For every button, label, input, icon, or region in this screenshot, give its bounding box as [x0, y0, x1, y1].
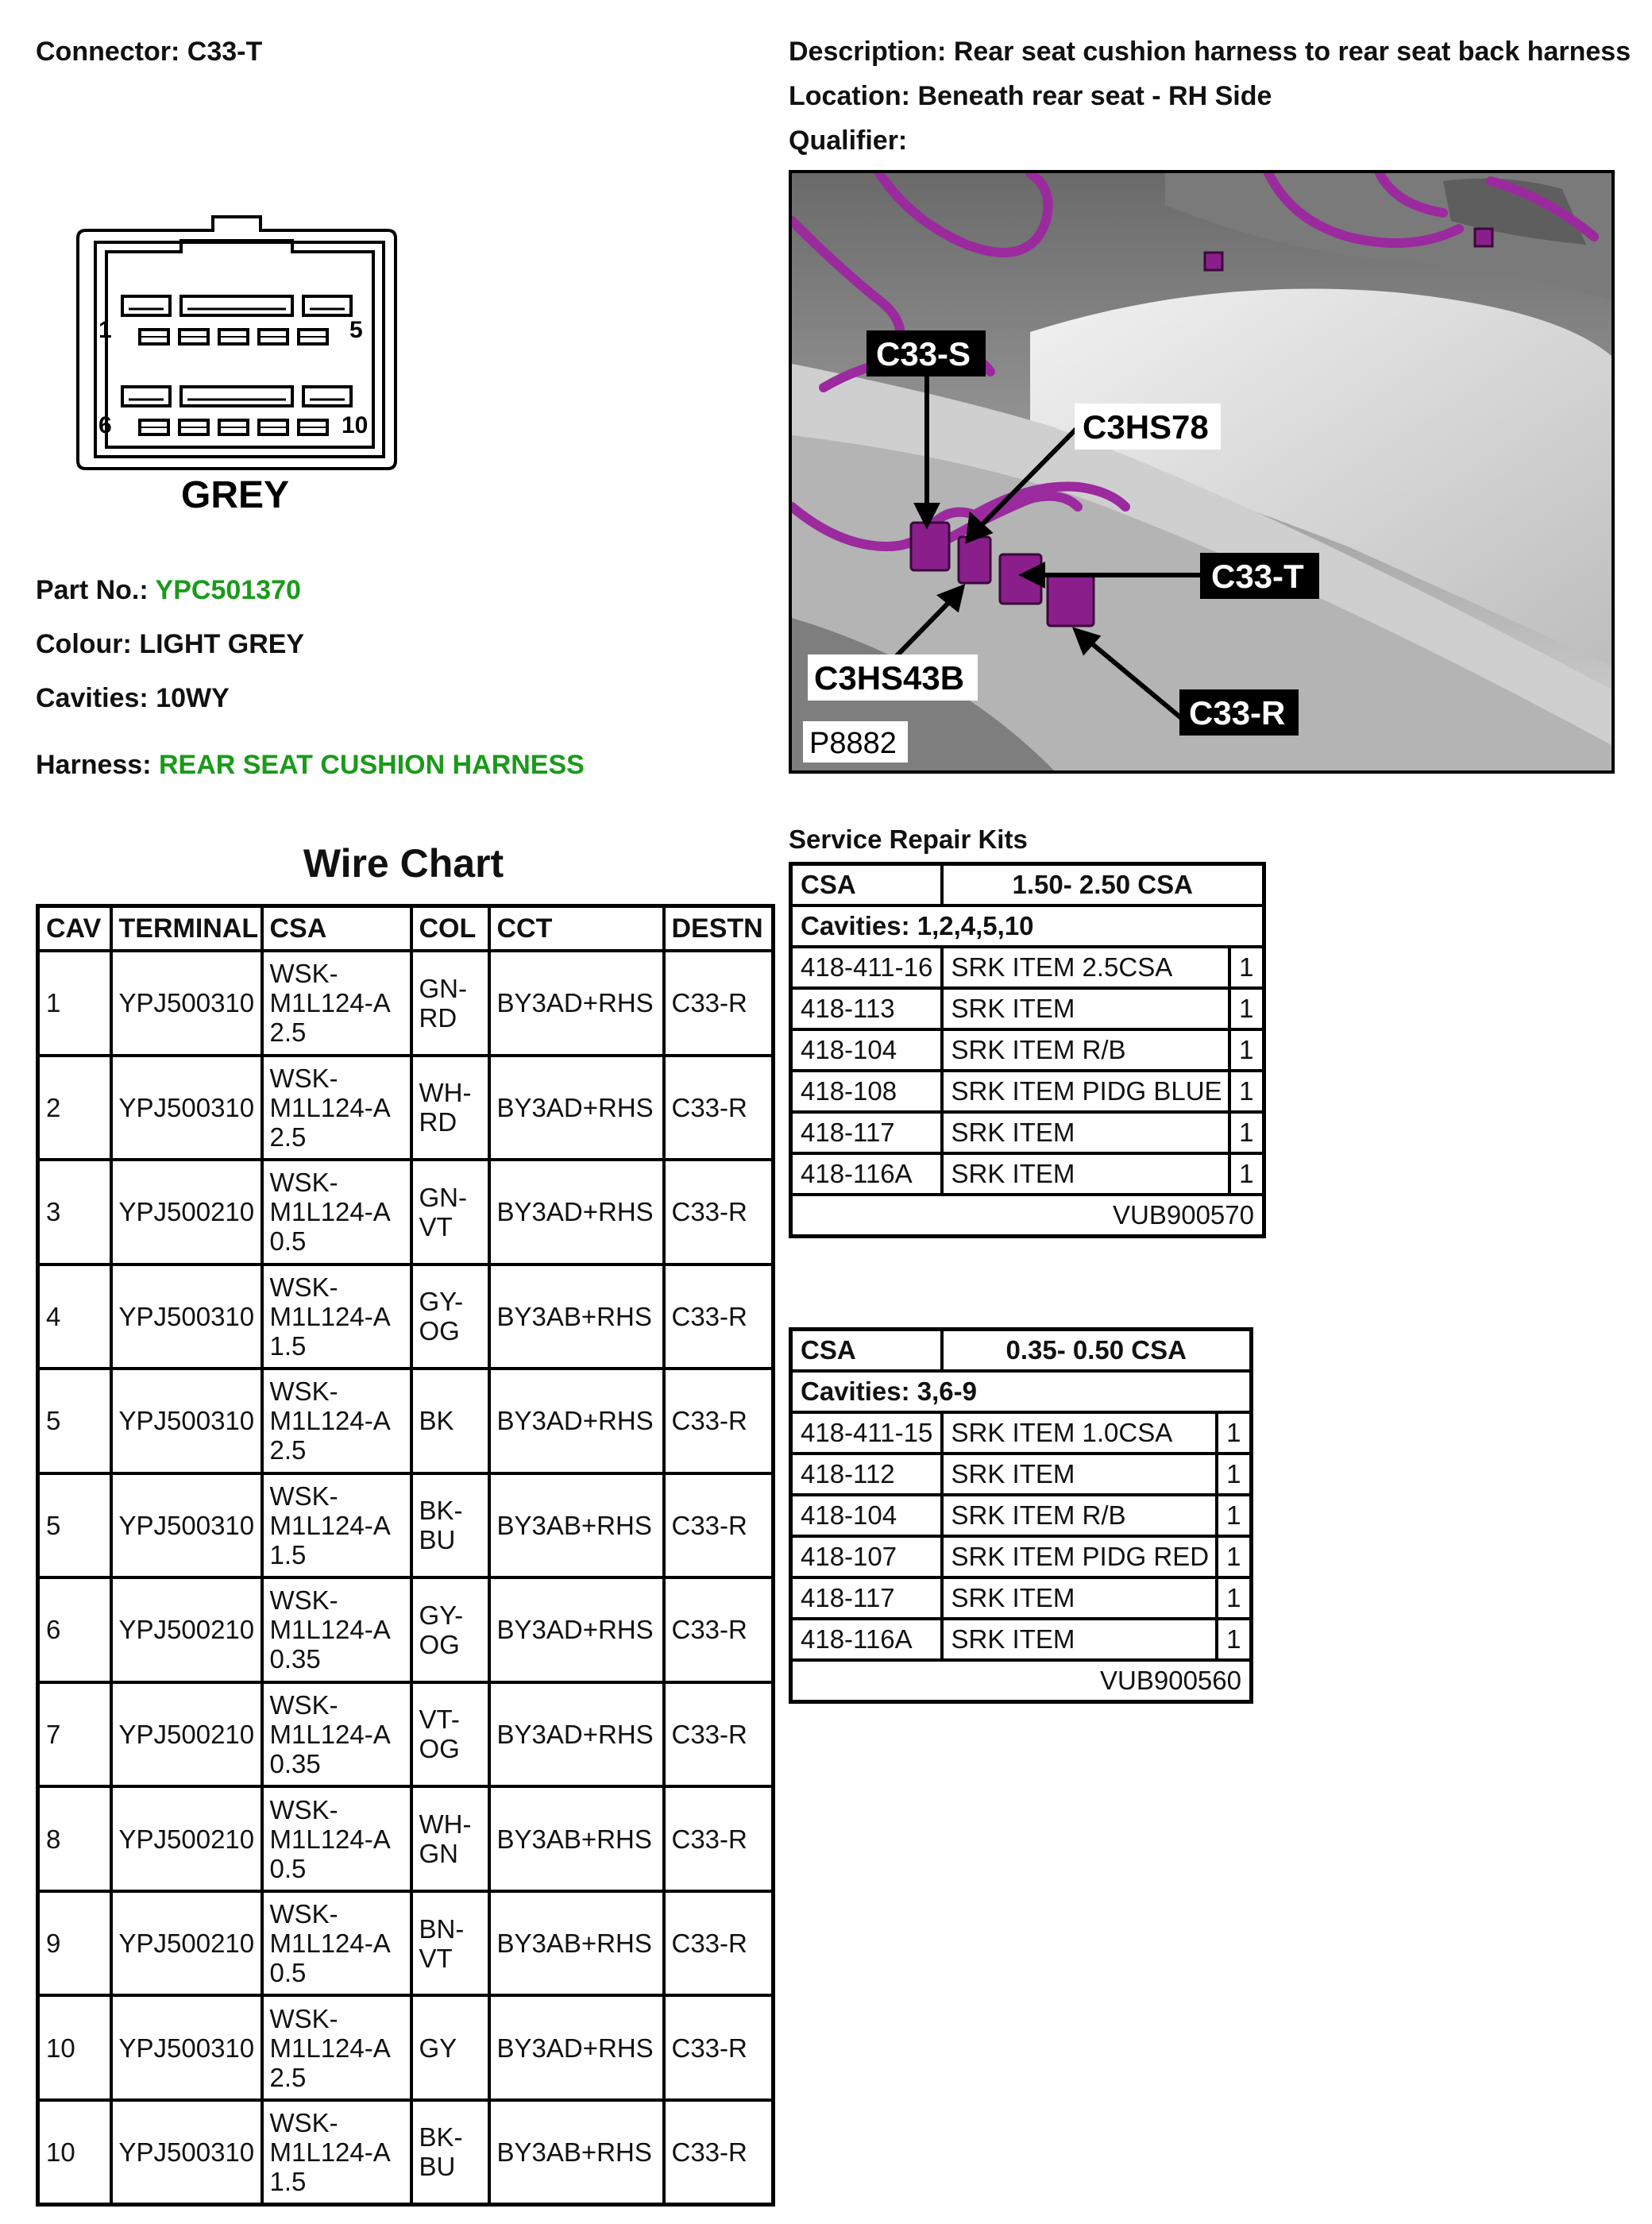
colour-label: Colour:	[36, 629, 132, 659]
cell-col: GY- OG	[411, 1265, 489, 1369]
table-row	[38, 2100, 774, 2205]
cell-destn: C33-R	[664, 1682, 774, 1787]
cell-col: BK- BU	[411, 2100, 489, 2205]
table-row	[38, 1577, 774, 1682]
connector-face-diagram	[70, 210, 403, 520]
cell-cct: BY3AD+RHS	[489, 1056, 664, 1160]
cell-col: BK- BU	[411, 1473, 489, 1578]
pin-10-label: 10	[342, 412, 369, 438]
callout-c3hs43b: C3HS43B	[814, 659, 965, 697]
kit-cavities-row	[791, 1371, 1252, 1412]
cell-destn: C33-R	[664, 1473, 774, 1578]
qualifier-label: Qualifier:	[789, 125, 908, 156]
table-row	[38, 1995, 774, 2100]
kit-cavities: Cavities: 1,2,4,5,10	[791, 905, 1264, 947]
cell-cct: BY3AD+RHS	[489, 1995, 664, 2100]
cell-col: GN- VT	[411, 1160, 489, 1265]
kit-item-row	[791, 1495, 1252, 1536]
kit-item-qty: 1	[1229, 1112, 1264, 1153]
kit-item-qty: 1	[1217, 1536, 1252, 1577]
location-label: Location:	[789, 81, 910, 111]
callout-c33-t: C33-T	[1211, 558, 1304, 595]
cell-destn: C33-R	[664, 1265, 774, 1369]
cell-csa: WSK- M1L124-A 2.5	[262, 1995, 411, 2100]
kit-item-part: 418-112	[791, 1454, 942, 1495]
kit-ref: VUB900570	[791, 1195, 1264, 1237]
kit-item-part: 418-116A	[791, 1153, 942, 1195]
cell-csa: WSK- M1L124-A 0.35	[262, 1577, 411, 1682]
kit-item-desc: SRK ITEM PIDG BLUE	[942, 1071, 1229, 1112]
kit-header-row	[791, 1330, 1252, 1372]
kit-header-row	[791, 864, 1264, 906]
kit-item-qty: 1	[1217, 1412, 1252, 1454]
cell-csa: WSK- M1L124-A 2.5	[262, 1056, 411, 1160]
table-row	[38, 1265, 774, 1369]
kit-item-qty: 1	[1217, 1454, 1252, 1495]
cell-cct: BY3AD+RHS	[489, 1577, 664, 1682]
kit-item-row	[791, 1112, 1264, 1153]
table-row	[38, 1369, 774, 1473]
cell-cct: BY3AB+RHS	[489, 1265, 664, 1369]
cell-terminal: YPJ500310	[111, 1056, 262, 1160]
cavities-line	[36, 683, 230, 714]
kit-item-row	[791, 1619, 1252, 1660]
kit-item-part: 418-117	[791, 1577, 942, 1619]
cell-destn: C33-R	[664, 2100, 774, 2205]
kit-item-desc: SRK ITEM R/B	[942, 1029, 1229, 1071]
table-row	[38, 1160, 774, 1265]
cell-cct: BY3AB+RHS	[489, 1786, 664, 1891]
kit-item-desc: SRK ITEM R/B	[942, 1495, 1217, 1536]
cell-col: BN- VT	[411, 1891, 489, 1996]
callout-c33-s: C33-S	[876, 335, 971, 373]
kit-item-qty: 1	[1217, 1619, 1252, 1660]
header-cav: CAV	[38, 906, 111, 952]
cell-terminal: YPJ500310	[111, 1995, 262, 2100]
cell-cav: 8	[38, 1786, 111, 1891]
kit-item-desc: SRK ITEM 2.5CSA	[942, 947, 1229, 988]
pin-1-label: 1	[98, 317, 112, 343]
kit-item-part: 418-104	[791, 1495, 942, 1536]
cell-cct: BY3AD+RHS	[489, 1682, 664, 1787]
kit-csa-range: 1.50- 2.50 CSA	[942, 864, 1264, 906]
kit-cavities-row	[791, 905, 1264, 947]
harness-line	[36, 750, 585, 781]
kit-item-qty: 1	[1229, 1153, 1264, 1195]
kit-csa-label: CSA	[791, 1330, 942, 1372]
cell-csa: WSK- M1L124-A 0.35	[262, 1682, 411, 1787]
kit-item-desc: SRK ITEM	[942, 1454, 1217, 1495]
colour-line	[36, 629, 304, 660]
kit-item-row	[791, 1454, 1252, 1495]
cell-cav: 6	[38, 1577, 111, 1682]
cell-cct: BY3AB+RHS	[489, 1891, 664, 1996]
cell-terminal: YPJ500310	[111, 1473, 262, 1578]
location-line	[789, 81, 1272, 112]
kit-item-desc: SRK ITEM	[942, 1577, 1217, 1619]
cell-cav: 10	[38, 1995, 111, 2100]
cavities-label: Cavities:	[36, 683, 149, 713]
cell-destn: C33-R	[664, 1891, 774, 1996]
header-destn: DESTN	[664, 906, 774, 952]
cell-cav: 7	[38, 1682, 111, 1787]
cell-cav: 1	[38, 951, 111, 1056]
connector-label: Connector:	[36, 37, 180, 67]
kit-ref-row	[791, 1195, 1264, 1237]
kit-item-qty: 1	[1217, 1577, 1252, 1619]
cell-csa: WSK- M1L124-A 1.5	[262, 1473, 411, 1578]
cell-col: VT- OG	[411, 1682, 489, 1787]
table-row	[38, 1786, 774, 1891]
callout-c3hs78: C3HS78	[1083, 408, 1209, 446]
cavities-value: 10WY	[156, 683, 230, 713]
cell-cav: 3	[38, 1160, 111, 1265]
kit-item-part: 418-113	[791, 988, 942, 1029]
cell-terminal: YPJ500310	[111, 951, 262, 1056]
kit-item-desc: SRK ITEM	[942, 1112, 1229, 1153]
cell-terminal: YPJ500210	[111, 1891, 262, 1996]
cell-cct: BY3AB+RHS	[489, 2100, 664, 2205]
cell-destn: C33-R	[664, 1995, 774, 2100]
pin-6-label: 6	[98, 412, 112, 438]
kit-csa-label: CSA	[791, 864, 942, 906]
kit-item-part: 418-117	[791, 1112, 942, 1153]
cell-csa: WSK- M1L124-A 0.5	[262, 1891, 411, 1996]
cell-terminal: YPJ500210	[111, 1577, 262, 1682]
cell-col: GN- RD	[411, 951, 489, 1056]
cell-destn: C33-R	[664, 1056, 774, 1160]
kit-item-desc: SRK ITEM	[942, 1153, 1229, 1195]
cell-csa: WSK- M1L124-A 0.5	[262, 1786, 411, 1891]
location-photo-drawing	[792, 173, 1611, 770]
harness-label: Harness:	[36, 750, 152, 780]
location-value: Beneath rear seat - RH Side	[917, 81, 1272, 111]
service-kit-table-2	[789, 1327, 1253, 1704]
wire-chart-title: Wire Chart	[303, 841, 504, 886]
callout-c33-r: C33-R	[1189, 694, 1286, 732]
cell-terminal: YPJ500310	[111, 1369, 262, 1473]
harness-value: REAR SEAT CUSHION HARNESS	[158, 750, 585, 780]
kit-item-part: 418-411-15	[791, 1412, 942, 1454]
cell-cav: 9	[38, 1891, 111, 1996]
kit-item-qty: 1	[1229, 988, 1264, 1029]
table-row	[38, 1891, 774, 1996]
kit-item-row	[791, 1577, 1252, 1619]
service-kits-title: Service Repair Kits	[789, 824, 1028, 854]
kit-item-part: 418-108	[791, 1071, 942, 1112]
cell-cav: 5	[38, 1473, 111, 1578]
cell-terminal: YPJ500310	[111, 2100, 262, 2205]
table-row	[38, 1682, 774, 1787]
cell-cav: 4	[38, 1265, 111, 1369]
part-no-line	[36, 575, 301, 606]
description-value: Rear seat cushion harness to rear seat back harness	[953, 37, 1631, 67]
header-csa: CSA	[262, 906, 411, 952]
kit-item-qty: 1	[1229, 947, 1264, 988]
cell-csa: WSK- M1L124-A 2.5	[262, 1369, 411, 1473]
table-row	[38, 1473, 774, 1578]
pin-5-label: 5	[349, 317, 363, 343]
part-no-label: Part No.:	[36, 575, 149, 605]
kit-ref-row	[791, 1660, 1252, 1702]
description-label: Description:	[789, 37, 947, 67]
photo-ref: P8882	[809, 727, 897, 760]
kit-item-row	[791, 1071, 1264, 1112]
kit-item-desc: SRK ITEM	[942, 1619, 1217, 1660]
kit-ref: VUB900560	[791, 1660, 1252, 1702]
cell-cav: 10	[38, 2100, 111, 2205]
kit-item-part: 418-104	[791, 1029, 942, 1071]
connector-value: C33-T	[187, 37, 263, 67]
cell-terminal: YPJ500210	[111, 1160, 262, 1265]
location-photo	[789, 170, 1615, 774]
cell-destn: C33-R	[664, 1160, 774, 1265]
service-kit-table-1	[789, 862, 1266, 1238]
colour-value: LIGHT GREY	[139, 629, 305, 659]
kit-item-desc: SRK ITEM PIDG RED	[942, 1536, 1217, 1577]
kit-item-row	[791, 1029, 1264, 1071]
description-line	[789, 37, 1631, 68]
kit-item-row	[791, 947, 1264, 988]
kit-item-row	[791, 1536, 1252, 1577]
wire-chart-header-row	[38, 906, 774, 952]
cell-cav: 5	[38, 1369, 111, 1473]
cell-cct: BY3AD+RHS	[489, 1369, 664, 1473]
cell-col: BK	[411, 1369, 489, 1473]
header-terminal: TERMINAL	[111, 906, 262, 952]
cell-csa: WSK- M1L124-A 1.5	[262, 2100, 411, 2205]
cell-terminal: YPJ500310	[111, 1265, 262, 1369]
connector-colour-text: GREY	[181, 474, 290, 516]
cell-col: WH- RD	[411, 1056, 489, 1160]
part-no-value: YPC501370	[155, 575, 301, 605]
cell-cct: BY3AD+RHS	[489, 1160, 664, 1265]
header-col: COL	[411, 906, 489, 952]
kit-item-qty: 1	[1229, 1071, 1264, 1112]
cell-col: WH- GN	[411, 1786, 489, 1891]
kit-item-part: 418-116A	[791, 1619, 942, 1660]
cell-csa: WSK- M1L124-A 2.5	[262, 951, 411, 1056]
cell-cct: BY3AD+RHS	[489, 951, 664, 1056]
cell-col: GY	[411, 1995, 489, 2100]
cell-destn: C33-R	[664, 951, 774, 1056]
kit-cavities: Cavities: 3,6-9	[791, 1371, 1252, 1412]
header-cct: CCT	[489, 906, 664, 952]
kit-item-row	[791, 1153, 1264, 1195]
cell-destn: C33-R	[664, 1786, 774, 1891]
cell-col: GY- OG	[411, 1577, 489, 1682]
kit-item-part: 418-411-16	[791, 947, 942, 988]
table-row	[38, 951, 774, 1056]
cell-cav: 2	[38, 1056, 111, 1160]
cell-destn: C33-R	[664, 1369, 774, 1473]
kit-csa-range: 0.35- 0.50 CSA	[942, 1330, 1252, 1372]
kit-item-desc: SRK ITEM	[942, 988, 1229, 1029]
kit-item-desc: SRK ITEM 1.0CSA	[942, 1412, 1217, 1454]
cell-csa: WSK- M1L124-A 0.5	[262, 1160, 411, 1265]
cell-terminal: YPJ500210	[111, 1682, 262, 1787]
cell-csa: WSK- M1L124-A 1.5	[262, 1265, 411, 1369]
kit-item-row	[791, 1412, 1252, 1454]
wire-chart-table	[36, 904, 775, 2207]
kit-item-row	[791, 988, 1264, 1029]
kit-item-part: 418-107	[791, 1536, 942, 1577]
cell-destn: C33-R	[664, 1577, 774, 1682]
cell-cct: BY3AB+RHS	[489, 1473, 664, 1578]
table-row	[38, 1056, 774, 1160]
kit-item-qty: 1	[1229, 1029, 1264, 1071]
kit-item-qty: 1	[1217, 1495, 1252, 1536]
connector-heading	[36, 37, 262, 68]
cell-terminal: YPJ500210	[111, 1786, 262, 1891]
